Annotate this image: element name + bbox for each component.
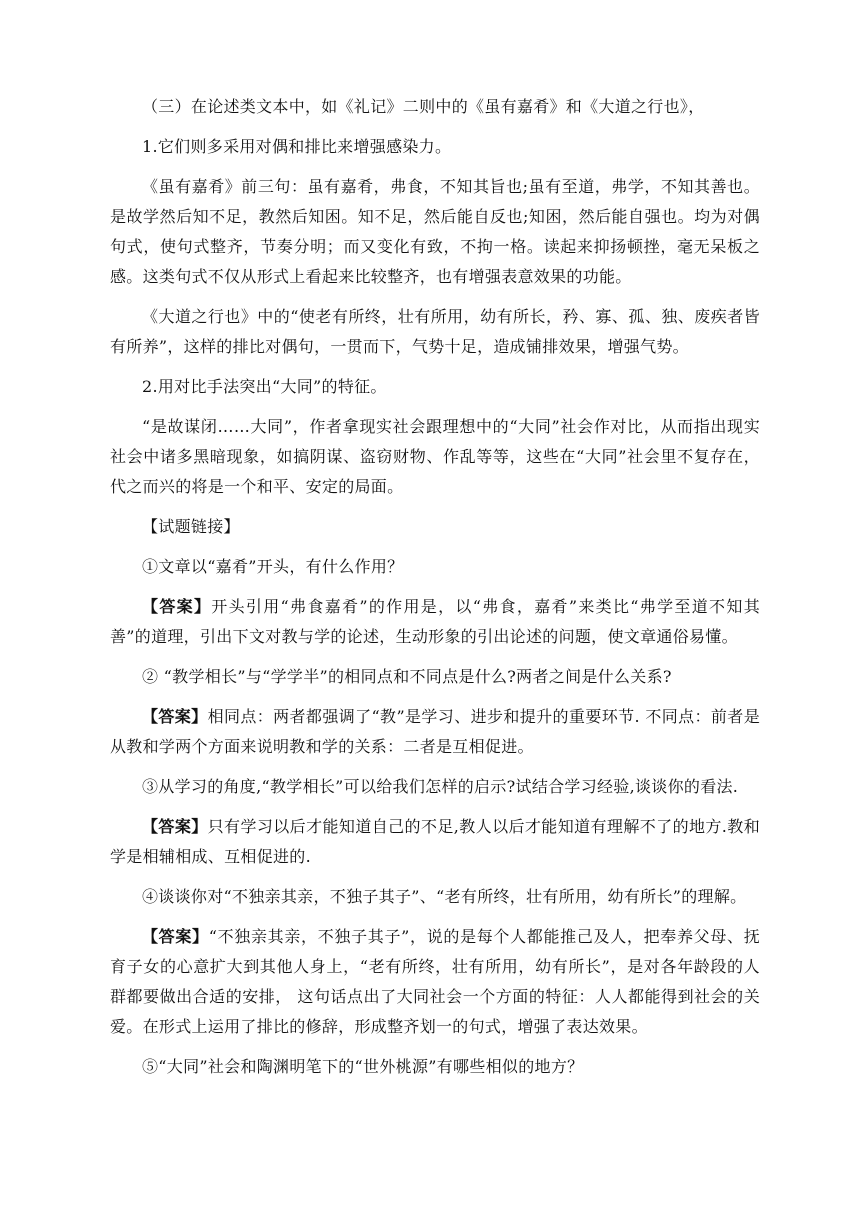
answer-label: 【答案】 <box>142 817 208 836</box>
question-4: ④谈谈你对“不独亲其亲，不独子其子”、“老有所终，壮有所用，幼有所长”的理解。 <box>142 887 747 906</box>
answer-4: 【答案】“不独亲其亲，不独子其子”，说的是每个人都能推己及人，把奉养父母、抚育子女的心意扩大到其他人身上，“老有所终，壮有所用，幼有所长”，是对各年龄段的人群都要做出合适的安排， 这句话点出了大同社会一个方面的特征：人人都能得到社会的关爱。在形式上运用了排比的修辞，形成整齐划一的句式，增强了表达效果。 <box>110 927 761 1036</box>
section-heading-exam-link: 【试题链接】 <box>142 517 240 536</box>
paragraph-point-1: 1.它们则多采用对偶和排比来增强感染力。 <box>142 137 452 156</box>
paragraph-contrast: “是故谋闭……大同”，作者拿现实社会跟理想中的“大同”社会作对比，从而指出现实社会中诸多黑暗现象，如搞阴谋、盗窃财物、作乱等等，这些在“大同”社会里不复存在，代之而兴的将是一个和平、安定的局面。 <box>110 417 760 496</box>
paragraph-dadaozhixing: 《大道之行也》中的“使老有所终，壮有所用，幼有所长，矜、寡、孤、独、废疾者皆有所养”，这样的排比对偶句，一贯而下，气势十足，造成铺排效果，增强气势。 <box>110 307 760 356</box>
paragraph-intro: （三）在论述类文本中，如《礼记》二则中的《虽有嘉肴》和《大道之行也》， <box>142 97 705 116</box>
question-1: ①文章以“嘉肴”开头，有什么作用？ <box>142 557 404 576</box>
answer-3: 【答案】只有学习以后才能知道自己的不足,教人以后才能知道有理解不了的地方.教和学是相辅相成、互相促进的. <box>110 817 760 866</box>
paragraph-suiyoujiayao: 《虽有嘉肴》前三句：虽有嘉肴，弗食，不知其旨也;虽有至道，弗学，不知其善也。是故学然后知不足，教然后知困。知不足，然后能自反也;知困，然后能自强也。均为对偶句式，使句式整齐，节奏分明；而又变化有致，不拘一格。读起来抑扬顿挫，毫无呆板之感。这类句式不仅从形式上看起来比较整齐，也有增强表意效果的功能。 <box>110 177 760 286</box>
question-3: ③从学习的角度,“教学相长”可以给我们怎样的启示?试结合学习经验,谈谈你的看法. <box>142 777 739 796</box>
answer-label: 【答案】 <box>142 707 208 726</box>
answer-label: 【答案】 <box>142 927 209 946</box>
answer-2: 【答案】相同点：两者都强调了“教”是学习、进步和提升的重要环节. 不同点：前者是从教和学两个方面来说明教和学的关系：二者是互相促进。 <box>110 707 760 756</box>
question-5: ⑤“大同”社会和陶渊明笔下的“世外桃源”有哪些相似的地方？ <box>142 1057 584 1076</box>
question-2: ② “教学相长”与“学学半”的相同点和不同点是什么?两者之间是什么关系? <box>142 667 672 686</box>
paragraph-point-2: 2.用对比手法突出“大同”的特征。 <box>142 377 387 396</box>
answer-1: 【答案】开头引用“弗食嘉肴”的作用是，以“弗食，嘉肴”来类比“弗学至道不知其善”的道理，引出下文对教与学的论述，生动形象的引出论述的问题，使文章通俗易懂。 <box>110 597 760 646</box>
answer-label: 【答案】 <box>142 597 212 616</box>
